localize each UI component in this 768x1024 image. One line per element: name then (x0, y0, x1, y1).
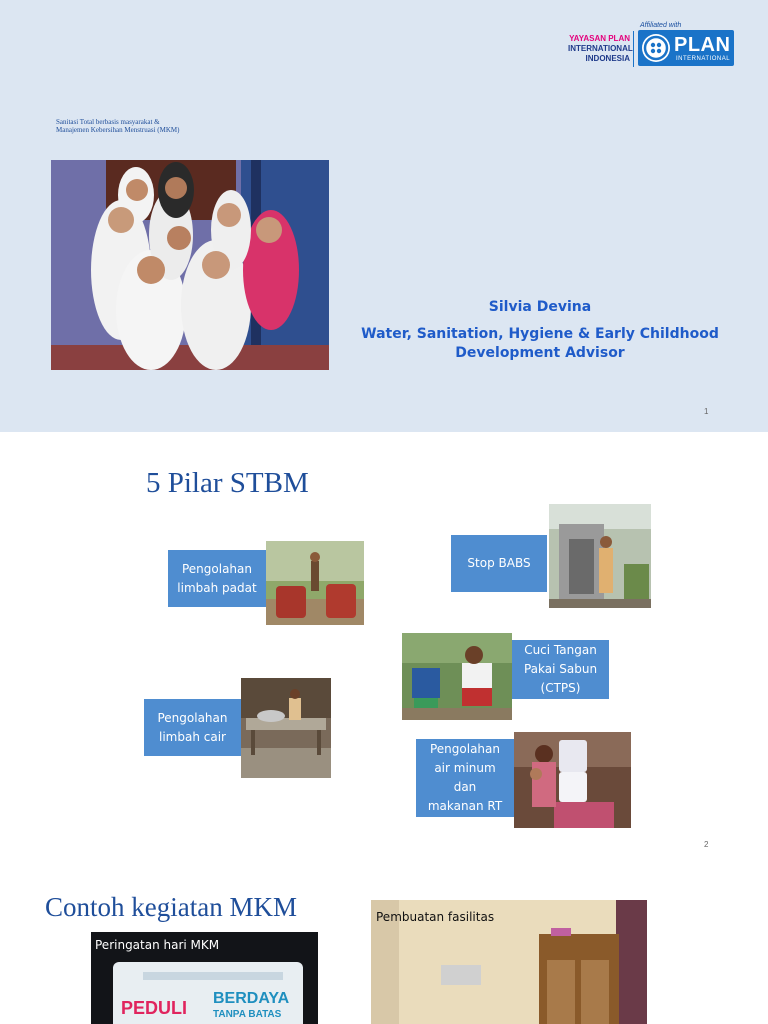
pillar-limbah-cair-label (144, 699, 241, 756)
banner-word-left: PEDULI (121, 998, 188, 1018)
pillar-line: limbah cair (159, 729, 226, 744)
pillar-air-minum-label (416, 739, 514, 817)
plan-logo-subtext: INTERNATIONAL (676, 56, 731, 62)
pillar-line: makanan RT (427, 799, 503, 813)
logo-line-3: INDONESIA (585, 54, 630, 63)
photo-caption: Peringatan hari MKM (95, 938, 220, 952)
affiliated-text: Affiliated with (640, 22, 682, 29)
subtitle-line-1: Sanitasi Total berbasis masyarakat & (56, 118, 160, 126)
page-number: 2 (704, 840, 709, 849)
wastewater-photo (241, 678, 331, 778)
presenter-name: Silvia Devina (488, 299, 592, 315)
yayasan-plan-logo-text (568, 34, 633, 64)
presenter-role-line-2: Development Advisor (455, 345, 625, 361)
event-banner (113, 962, 303, 1024)
page-number: 1 (704, 407, 709, 416)
slide-2 (0, 432, 768, 868)
facility-photo (371, 900, 647, 1024)
pillar-line: Pengolahan (181, 561, 252, 576)
photo-caption: Pembuatan fasilitas (376, 910, 495, 924)
hari-mkm-photo (91, 932, 318, 1024)
banner-word-right: BERDAYA (213, 990, 290, 1007)
slide-1 (0, 0, 768, 432)
pillar-line: Stop BABS (467, 556, 531, 570)
slide-subtitle (56, 118, 179, 134)
water-filter-photo (514, 732, 631, 828)
plan-logo-icon (642, 34, 670, 62)
logo-divider (633, 31, 634, 67)
sponsor-logos-strip (143, 972, 283, 980)
schoolgirls-photo (51, 160, 329, 370)
presenter-info (360, 298, 720, 363)
banner-word-right-bottom: TANPA BATAS (213, 1009, 282, 1020)
plan-logo-word: PLAN (674, 34, 731, 56)
pillar-line: Pakai Sabun (523, 662, 598, 676)
pillar-line: Cuci Tangan (524, 643, 597, 657)
pillar-stop-babs-label (451, 535, 547, 592)
pillar-limbah-padat-label (168, 550, 266, 607)
pillar-ctps-label (512, 640, 609, 699)
slide-title: Contoh kegiatan MKM (45, 892, 297, 922)
solid-waste-bins-photo (266, 541, 364, 625)
pillar-line: limbah padat (177, 580, 257, 595)
logo-line-2: INTERNATIONAL (568, 44, 633, 53)
pillar-line: Pengolahan (157, 710, 228, 725)
pillar-line: dan (453, 780, 477, 794)
subtitle-line-2: Manajemen Kebersihan Menstruasi (MKM) (56, 126, 180, 134)
pillar-line: (CTPS) (540, 681, 581, 695)
slide-title: 5 Pilar STBM (146, 467, 309, 499)
slide-3 (0, 868, 768, 1024)
presenter-role-line-1: Water, Sanitation, Hygiene & Early Childhood (361, 326, 719, 342)
pillar-line: air minum (434, 761, 496, 775)
latrine-photo (549, 504, 651, 608)
plan-international-logo (638, 30, 734, 66)
handwashing-photo (402, 633, 512, 720)
logo-line-1: YAYASAN PLAN (569, 34, 630, 43)
pillar-line: Pengolahan (429, 742, 500, 756)
